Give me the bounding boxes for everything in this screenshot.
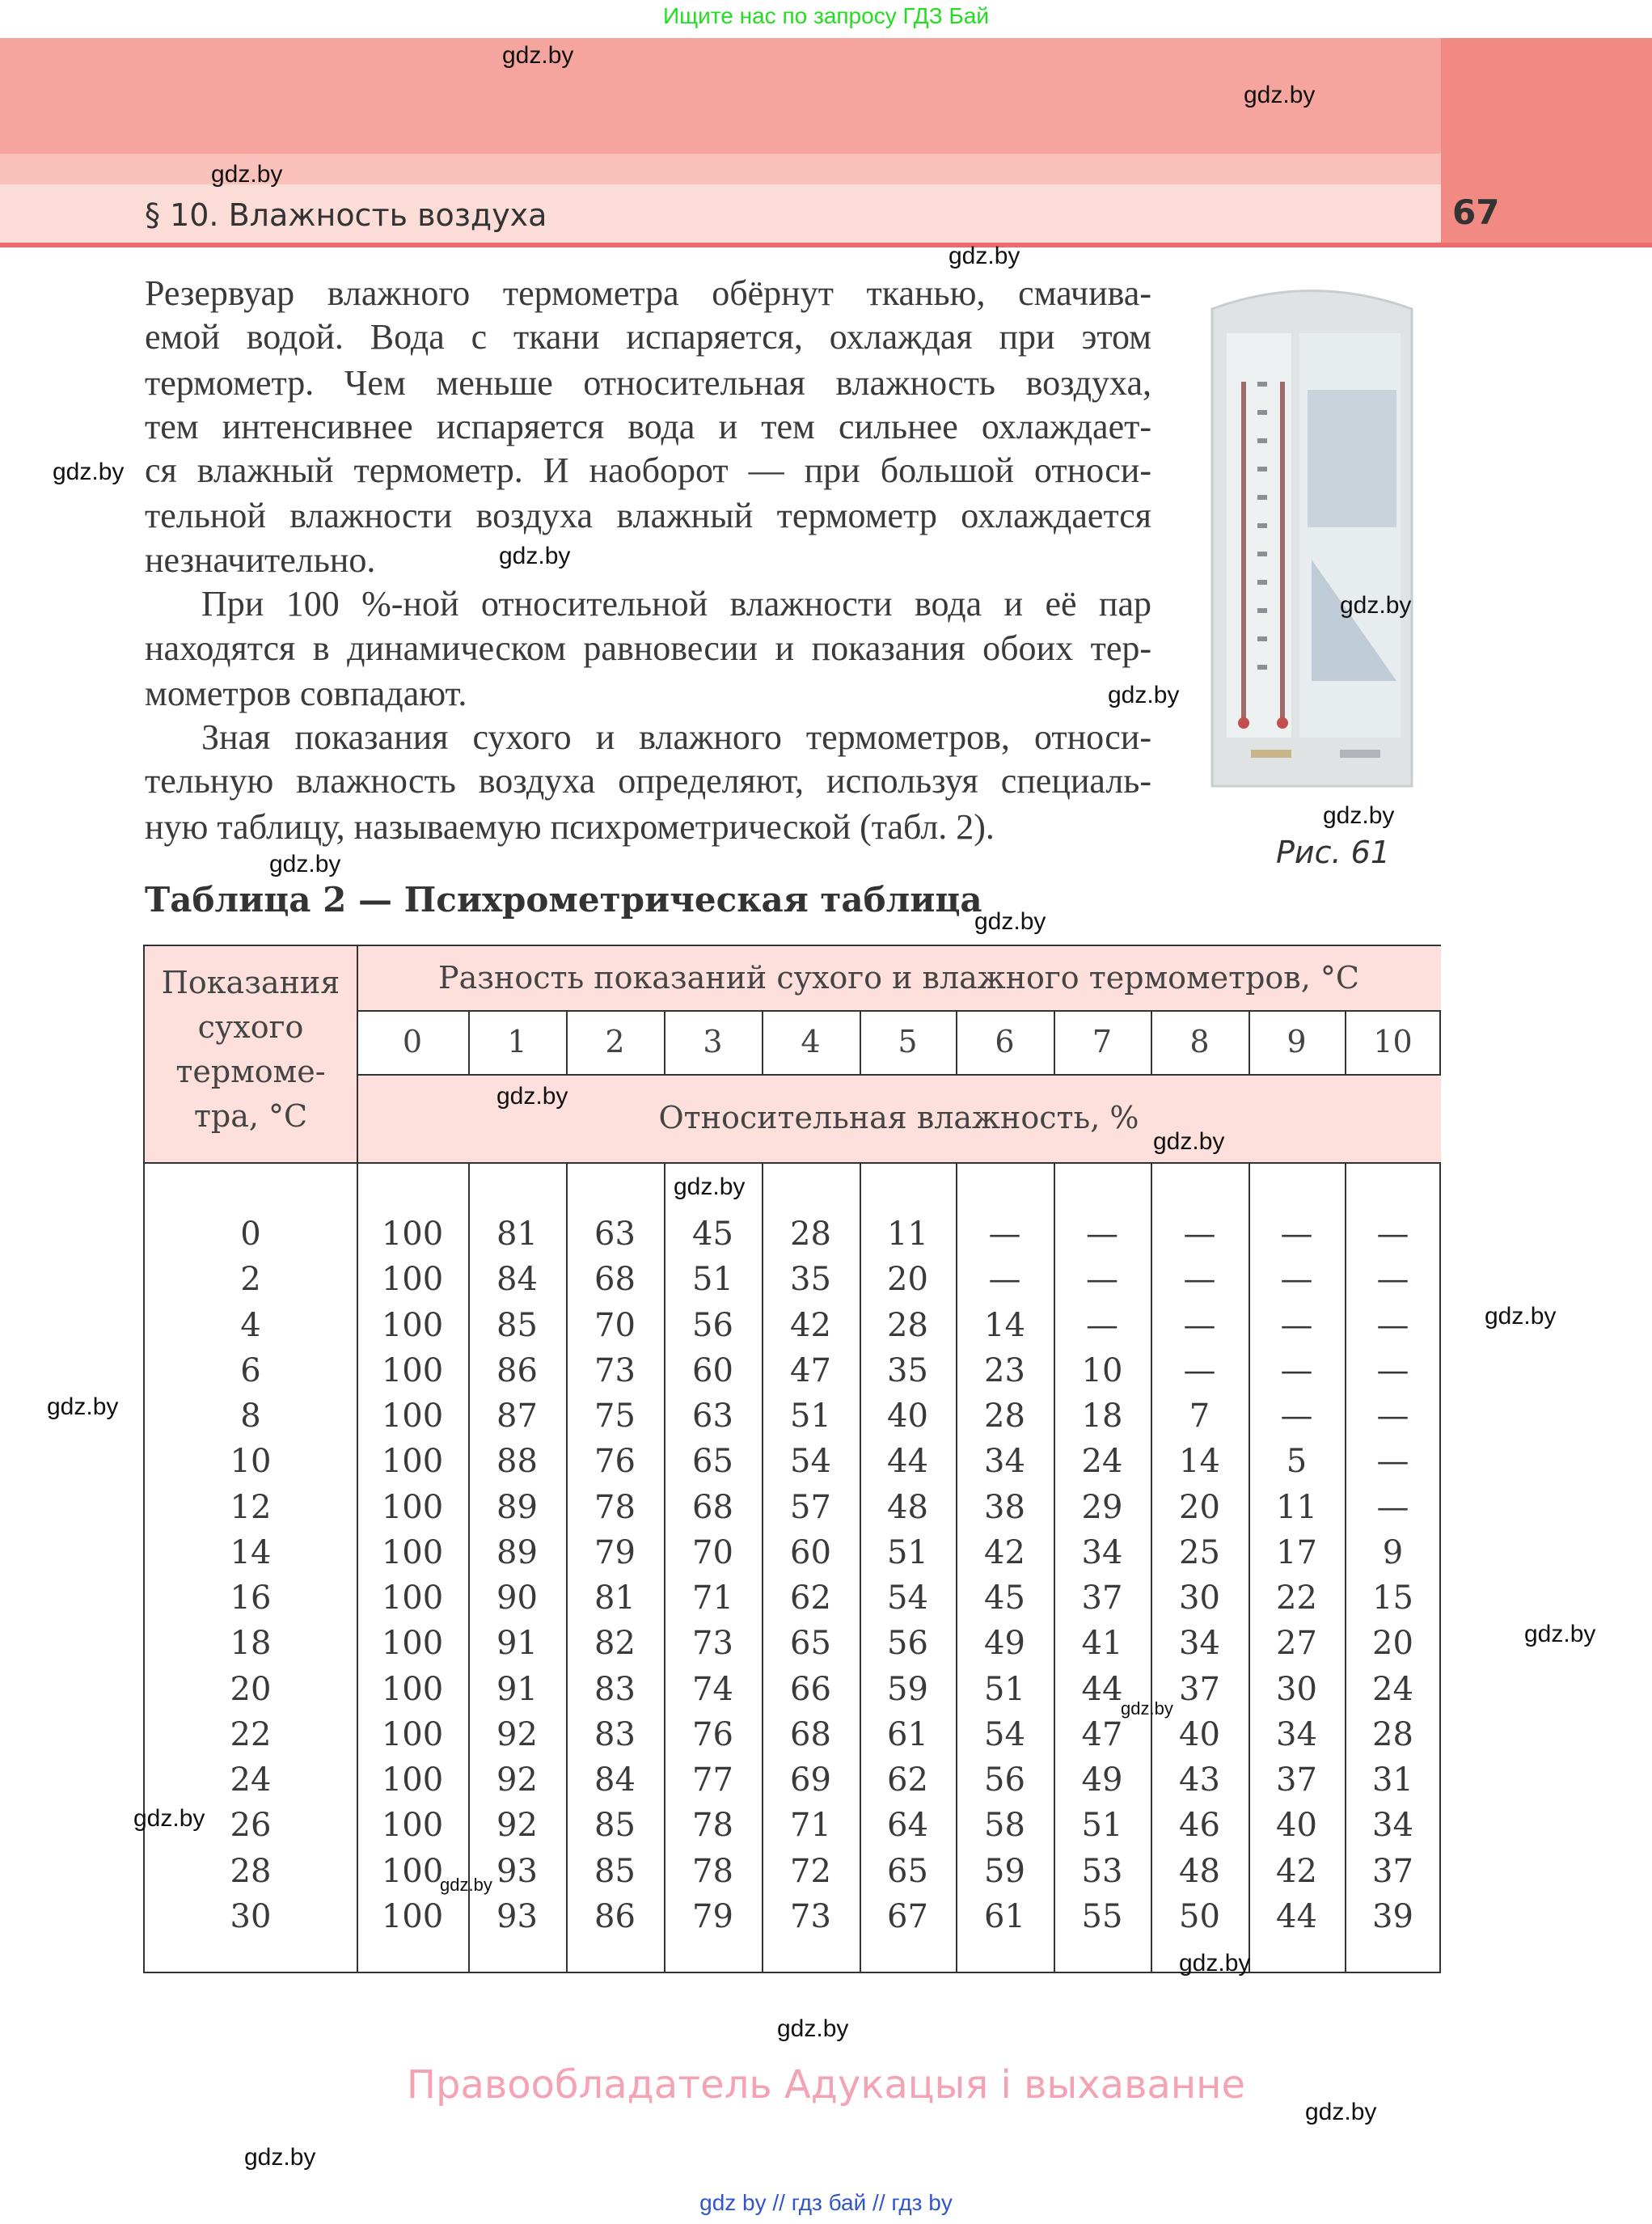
table-rule — [145, 1162, 1441, 1164]
humidity-cell: 44 — [1081, 1670, 1123, 1708]
humidity-cell: 89 — [496, 1533, 538, 1571]
humidity-cell: 34 — [1179, 1625, 1220, 1663]
humidity-cell: 20 — [1372, 1625, 1413, 1663]
first-col-header-line: термоме- — [175, 1054, 326, 1089]
humidity-cell: 45 — [692, 1216, 733, 1253]
humidity-cell: 28 — [790, 1216, 831, 1253]
dry-temp-cell: 12 — [230, 1488, 272, 1526]
humidity-cell: — — [1086, 1306, 1118, 1344]
humidity-cell: 46 — [1179, 1807, 1220, 1845]
humidity-cell: — — [1280, 1261, 1313, 1299]
body-text-line: При 100 %-ной относительной влажности вода и её пар — [201, 584, 1151, 624]
humidity-cell: 51 — [887, 1533, 928, 1571]
humidity-cell: 55 — [1081, 1897, 1123, 1935]
watermark-text: gdz.by — [949, 243, 1020, 269]
humidity-cell: 43 — [1179, 1761, 1220, 1799]
humidity-cell: — — [1376, 1261, 1409, 1299]
body-text-line: мометров совпадают. — [145, 674, 467, 713]
watermark-text: gdz.by — [269, 851, 341, 877]
humidity-cell: 88 — [496, 1443, 538, 1481]
diff-value: 9 — [1287, 1024, 1307, 1059]
humidity-cell: 79 — [692, 1897, 733, 1935]
humidity-cell: 76 — [692, 1715, 733, 1753]
humidity-cell: 68 — [790, 1715, 831, 1753]
humidity-cell: 23 — [984, 1351, 1025, 1389]
humidity-cell: 100 — [381, 1897, 444, 1935]
humidity-cell: 92 — [496, 1807, 538, 1845]
humidity-cell: 42 — [984, 1533, 1025, 1571]
humidity-cell: 39 — [1372, 1897, 1413, 1935]
humidity-cell: 100 — [381, 1715, 444, 1753]
search-hint-banner: Ищите нас по запросу ГДЗ Бай — [662, 3, 990, 28]
humidity-cell: 90 — [496, 1579, 538, 1617]
humidity-cell: 70 — [692, 1533, 733, 1571]
humidity-cell: 100 — [381, 1670, 444, 1708]
watermark-text: gdz.by — [1179, 1950, 1251, 1977]
humidity-cell: 59 — [887, 1670, 928, 1708]
humidity-cell: 34 — [1372, 1807, 1413, 1845]
humidity-cell: 100 — [381, 1761, 444, 1799]
humidity-cell: 100 — [381, 1351, 444, 1389]
watermark-text: gdz.by — [777, 2015, 849, 2042]
humidity-cell: — — [1376, 1351, 1409, 1389]
humidity-cell: 51 — [692, 1261, 733, 1299]
humidity-cell: 100 — [381, 1807, 444, 1845]
humidity-cell: 44 — [887, 1443, 928, 1481]
humidity-cell: 61 — [887, 1715, 928, 1753]
watermark-text: gdz.by — [53, 459, 125, 485]
humidity-cell: 68 — [594, 1261, 636, 1299]
dry-temp-cell: 28 — [230, 1852, 272, 1890]
watermark-text: gdz.by — [974, 908, 1046, 935]
watermark-text: gdz.by — [1340, 592, 1412, 619]
humidity-cell: 27 — [1276, 1625, 1317, 1663]
diff-value: 3 — [703, 1024, 723, 1059]
humidity-cell: 45 — [984, 1579, 1025, 1617]
humidity-cell: 100 — [381, 1852, 444, 1890]
diff-value: 6 — [995, 1024, 1015, 1059]
humidity-cell: — — [1086, 1216, 1118, 1253]
humidity-cell: — — [1376, 1306, 1409, 1344]
watermark-text: gdz.by — [1244, 82, 1316, 108]
humidity-cell: 100 — [381, 1261, 444, 1299]
humidity-cell: 87 — [496, 1397, 538, 1435]
body-text-line: емой водой. Вода с ткани испаряется, охлаждая при этом — [145, 317, 1151, 357]
dry-temp-cell: 14 — [230, 1533, 272, 1571]
humidity-cell: 92 — [496, 1761, 538, 1799]
diff-value: 7 — [1092, 1024, 1113, 1059]
humidity-cell: 100 — [381, 1625, 444, 1663]
humidity-cell: 10 — [1081, 1351, 1123, 1389]
body-text-line: термометр. Чем меньше относительная влажность воздуха, — [145, 363, 1151, 403]
humidity-cell: 28 — [887, 1306, 928, 1344]
humidity-cell: 82 — [594, 1625, 636, 1663]
diff-value: 1 — [507, 1024, 527, 1059]
dry-temp-cell: 26 — [230, 1807, 272, 1845]
humidity-cell: 83 — [594, 1670, 636, 1708]
humidity-cell: 35 — [887, 1351, 928, 1389]
header-band — [0, 38, 1441, 154]
humidity-cell: — — [1376, 1397, 1409, 1435]
diff-value: 0 — [402, 1024, 423, 1059]
humidity-cell: 37 — [1276, 1761, 1317, 1799]
humidity-cell: 76 — [594, 1443, 636, 1481]
dry-temp-cell: 16 — [230, 1579, 272, 1617]
humidity-cell: 100 — [381, 1216, 444, 1253]
humidity-cell: 22 — [1276, 1579, 1317, 1617]
humidity-cell: 54 — [790, 1443, 831, 1481]
body-text-line: тельной влажности воздуха влажный термометр охлаждается — [145, 496, 1151, 535]
watermark-text: gdz.by — [1524, 1621, 1596, 1647]
humidity-cell: 49 — [984, 1625, 1025, 1663]
humidity-cell: 75 — [594, 1397, 636, 1435]
watermark-text: gdz.by — [47, 1393, 119, 1420]
diff-header: Разность показаний сухого и влажного термометров, °С — [438, 960, 1359, 996]
humidity-cell: 100 — [381, 1397, 444, 1435]
humidity-cell: 100 — [381, 1488, 444, 1526]
humidity-cell: 73 — [692, 1625, 733, 1663]
copyright-notice: Правообладатель Адукацыя і выхаванне — [406, 2062, 1246, 2108]
watermark-text: gdz.by — [674, 1173, 746, 1200]
table-caption: Таблица 2 — Психрометрическая таблица — [145, 880, 982, 920]
humidity-cell: 48 — [887, 1488, 928, 1526]
humidity-cell: 70 — [594, 1306, 636, 1344]
watermark-text: gdz.by — [1108, 682, 1180, 708]
figure-caption: Рис. 61 — [1276, 835, 1391, 870]
humidity-cell: 24 — [1372, 1670, 1413, 1708]
first-col-header-line: тра, °С — [193, 1098, 308, 1134]
humidity-cell: 89 — [496, 1488, 538, 1526]
humidity-cell: 56 — [692, 1306, 733, 1344]
humidity-cell: 51 — [1081, 1807, 1123, 1845]
humidity-cell: 54 — [984, 1715, 1025, 1753]
humidity-header: Относительная влажность, % — [658, 1100, 1139, 1135]
watermark-text: gdz.by — [211, 161, 283, 188]
humidity-cell: 78 — [692, 1852, 733, 1890]
humidity-cell: 100 — [381, 1306, 444, 1344]
body-text-line: незначительно. — [145, 540, 376, 580]
humidity-cell: 51 — [790, 1397, 831, 1435]
humidity-cell: 35 — [790, 1261, 831, 1299]
humidity-cell: 15 — [1372, 1579, 1413, 1617]
dry-temp-cell: 2 — [240, 1261, 261, 1299]
humidity-cell: 56 — [984, 1761, 1025, 1799]
humidity-cell: — — [1280, 1306, 1313, 1344]
humidity-cell: 86 — [594, 1897, 636, 1935]
bottom-links[interactable]: gdz by // гдз бай // гдз by — [699, 2190, 953, 2215]
watermark-text: gdz.by — [1323, 802, 1395, 829]
humidity-cell: — — [1376, 1443, 1409, 1481]
humidity-cell: 40 — [1179, 1715, 1220, 1753]
diff-value: 5 — [898, 1024, 918, 1059]
humidity-cell: 20 — [887, 1261, 928, 1299]
humidity-cell: 41 — [1081, 1625, 1123, 1663]
humidity-cell: 57 — [790, 1488, 831, 1526]
humidity-cell: 77 — [692, 1761, 733, 1799]
humidity-cell: 47 — [1081, 1715, 1123, 1753]
humidity-cell: 86 — [496, 1351, 538, 1389]
dry-temp-cell: 30 — [230, 1897, 272, 1935]
diff-value: 2 — [605, 1024, 625, 1059]
humidity-cell: 63 — [692, 1397, 733, 1435]
humidity-cell: 73 — [594, 1351, 636, 1389]
humidity-cell: 73 — [790, 1897, 831, 1935]
humidity-cell: 71 — [790, 1807, 831, 1845]
diff-value: 8 — [1189, 1024, 1210, 1059]
humidity-cell: 74 — [692, 1670, 733, 1708]
watermark-text: gdz.by — [502, 42, 574, 69]
watermark-text: gdz.by — [1153, 1128, 1225, 1155]
humidity-cell: 47 — [790, 1351, 831, 1389]
body-text-line: ную таблицу, называемую психрометрической (табл. 2). — [145, 807, 995, 847]
humidity-cell: 66 — [790, 1670, 831, 1708]
body-text-line: Зная показания сухого и влажного термометров, относи- — [201, 717, 1151, 757]
humidity-cell: 30 — [1179, 1579, 1220, 1617]
watermark-text: gdz.by — [133, 1805, 205, 1832]
humidity-cell: 91 — [496, 1625, 538, 1663]
watermark-text: gdz.by — [244, 2144, 316, 2171]
dry-temp-cell: 6 — [240, 1351, 261, 1389]
humidity-cell: 7 — [1189, 1397, 1210, 1435]
humidity-cell: — — [988, 1216, 1021, 1253]
humidity-cell: 34 — [1081, 1533, 1123, 1571]
humidity-cell: 40 — [1276, 1807, 1317, 1845]
humidity-cell: 93 — [496, 1897, 538, 1935]
humidity-cell: 100 — [381, 1443, 444, 1481]
dry-temp-cell: 4 — [240, 1306, 261, 1344]
humidity-cell: 61 — [984, 1897, 1025, 1935]
humidity-cell: 100 — [381, 1579, 444, 1617]
humidity-cell: 5 — [1286, 1443, 1308, 1481]
humidity-cell: 60 — [790, 1533, 831, 1571]
humidity-cell: — — [1280, 1351, 1313, 1389]
humidity-cell: 64 — [887, 1807, 928, 1845]
humidity-cell: 83 — [594, 1715, 636, 1753]
humidity-cell: 78 — [692, 1807, 733, 1845]
diff-value: 10 — [1373, 1024, 1413, 1059]
humidity-cell: 30 — [1276, 1670, 1317, 1708]
humidity-cell: — — [1183, 1306, 1216, 1344]
humidity-cell: — — [1183, 1261, 1216, 1299]
humidity-cell: 59 — [984, 1852, 1025, 1890]
humidity-cell: 28 — [984, 1397, 1025, 1435]
body-text-line: находятся в динамическом равновесии и показания обоих тер- — [145, 628, 1151, 668]
humidity-cell: — — [1183, 1216, 1216, 1253]
humidity-cell: 91 — [496, 1670, 538, 1708]
dry-temp-cell: 0 — [240, 1216, 261, 1253]
humidity-cell: 100 — [381, 1533, 444, 1571]
humidity-cell: 81 — [496, 1216, 538, 1253]
psychrometric-table — [143, 945, 1441, 1973]
humidity-cell: 14 — [984, 1306, 1025, 1344]
humidity-cell: 60 — [692, 1351, 733, 1389]
humidity-cell: 53 — [1081, 1852, 1123, 1890]
humidity-cell: 58 — [984, 1807, 1025, 1845]
humidity-cell: 65 — [790, 1625, 831, 1663]
humidity-cell: 78 — [594, 1488, 636, 1526]
humidity-cell: 51 — [984, 1670, 1025, 1708]
humidity-cell: — — [1376, 1488, 1409, 1526]
humidity-cell: 14 — [1179, 1443, 1220, 1481]
humidity-cell: 69 — [790, 1761, 831, 1799]
humidity-cell: 71 — [692, 1579, 733, 1617]
humidity-cell: 40 — [887, 1397, 928, 1435]
humidity-cell: 17 — [1276, 1533, 1317, 1571]
diff-value: 4 — [801, 1024, 821, 1059]
humidity-cell: 92 — [496, 1715, 538, 1753]
humidity-cell: 42 — [790, 1306, 831, 1344]
humidity-cell: 79 — [594, 1533, 636, 1571]
section-title: § 10. Влажность воздуха — [145, 197, 547, 233]
humidity-cell: 34 — [984, 1443, 1025, 1481]
humidity-cell: 85 — [594, 1852, 636, 1890]
watermark-text: gdz.by — [499, 543, 571, 569]
first-col-header-line: сухого — [197, 1009, 304, 1045]
humidity-cell: 84 — [594, 1761, 636, 1799]
humidity-cell: 84 — [496, 1261, 538, 1299]
humidity-cell: 9 — [1382, 1533, 1404, 1571]
watermark-text: gdz.by — [1305, 2099, 1377, 2125]
watermark-text: gdz.by — [496, 1083, 568, 1110]
humidity-cell: 67 — [887, 1897, 928, 1935]
first-col-header-line: Показания — [161, 965, 340, 1000]
humidity-cell: — — [1376, 1216, 1409, 1253]
humidity-cell: 34 — [1276, 1715, 1317, 1753]
humidity-cell: 56 — [887, 1625, 928, 1663]
humidity-cell: 85 — [496, 1306, 538, 1344]
dry-temp-cell: 24 — [230, 1761, 272, 1799]
humidity-cell: 49 — [1081, 1761, 1123, 1799]
humidity-cell: 72 — [790, 1852, 831, 1890]
humidity-cell: 50 — [1179, 1897, 1220, 1935]
humidity-cell: 37 — [1372, 1852, 1413, 1890]
body-text-line: ся влажный термометр. И наоборот — при большой относи- — [145, 450, 1151, 490]
humidity-cell: 68 — [692, 1488, 733, 1526]
humidity-cell: 38 — [984, 1488, 1025, 1526]
humidity-cell: 24 — [1081, 1443, 1123, 1481]
humidity-cell: — — [1086, 1261, 1118, 1299]
humidity-cell: 42 — [1276, 1852, 1317, 1890]
humidity-cell: 18 — [1081, 1397, 1123, 1435]
humidity-cell: — — [1183, 1351, 1216, 1389]
humidity-cell: 65 — [887, 1852, 928, 1890]
humidity-cell: 65 — [692, 1443, 733, 1481]
page-number: 67 — [1452, 192, 1500, 232]
humidity-cell: 20 — [1179, 1488, 1220, 1526]
dry-temp-cell: 8 — [240, 1397, 261, 1435]
watermark-text: gdz.by — [440, 1875, 492, 1895]
header-divider — [0, 243, 1652, 247]
humidity-cell: 37 — [1081, 1579, 1123, 1617]
humidity-cell: 44 — [1276, 1897, 1317, 1935]
humidity-cell: — — [1280, 1397, 1313, 1435]
humidity-cell: 37 — [1179, 1670, 1220, 1708]
body-text-line: тельную влажность воздуха определяют, используя специаль- — [145, 761, 1151, 801]
watermark-text: gdz.by — [1121, 1698, 1173, 1719]
psychrometer-image — [1202, 277, 1422, 797]
dry-temp-cell: 20 — [230, 1670, 272, 1708]
humidity-cell: 11 — [887, 1216, 928, 1253]
dry-temp-cell: 10 — [230, 1443, 272, 1481]
first-col-header — [145, 961, 357, 1139]
humidity-cell: 48 — [1179, 1852, 1220, 1890]
humidity-cell: — — [1280, 1216, 1313, 1253]
dry-temp-cell: 22 — [230, 1715, 272, 1753]
humidity-cell: 81 — [594, 1579, 636, 1617]
humidity-cell: 62 — [887, 1761, 928, 1799]
humidity-cell: 63 — [594, 1216, 636, 1253]
humidity-cell: 29 — [1081, 1488, 1123, 1526]
dry-temp-cell: 18 — [230, 1625, 272, 1663]
humidity-cell: 31 — [1372, 1761, 1413, 1799]
humidity-cell: 11 — [1276, 1488, 1317, 1526]
humidity-cell: 93 — [496, 1852, 538, 1890]
body-text-line: Резервуар влажного термометра обёрнут тканью, смачива- — [145, 273, 1151, 313]
humidity-cell: 28 — [1372, 1715, 1413, 1753]
humidity-cell: 25 — [1179, 1533, 1220, 1571]
watermark-text: gdz.by — [1485, 1303, 1557, 1330]
humidity-cell: 54 — [887, 1579, 928, 1617]
body-text-line: тем интенсивнее испаряется вода и тем сильнее охлаждает- — [145, 407, 1151, 446]
humidity-cell: 85 — [594, 1807, 636, 1845]
humidity-cell: 62 — [790, 1579, 831, 1617]
humidity-cell: — — [988, 1261, 1021, 1299]
